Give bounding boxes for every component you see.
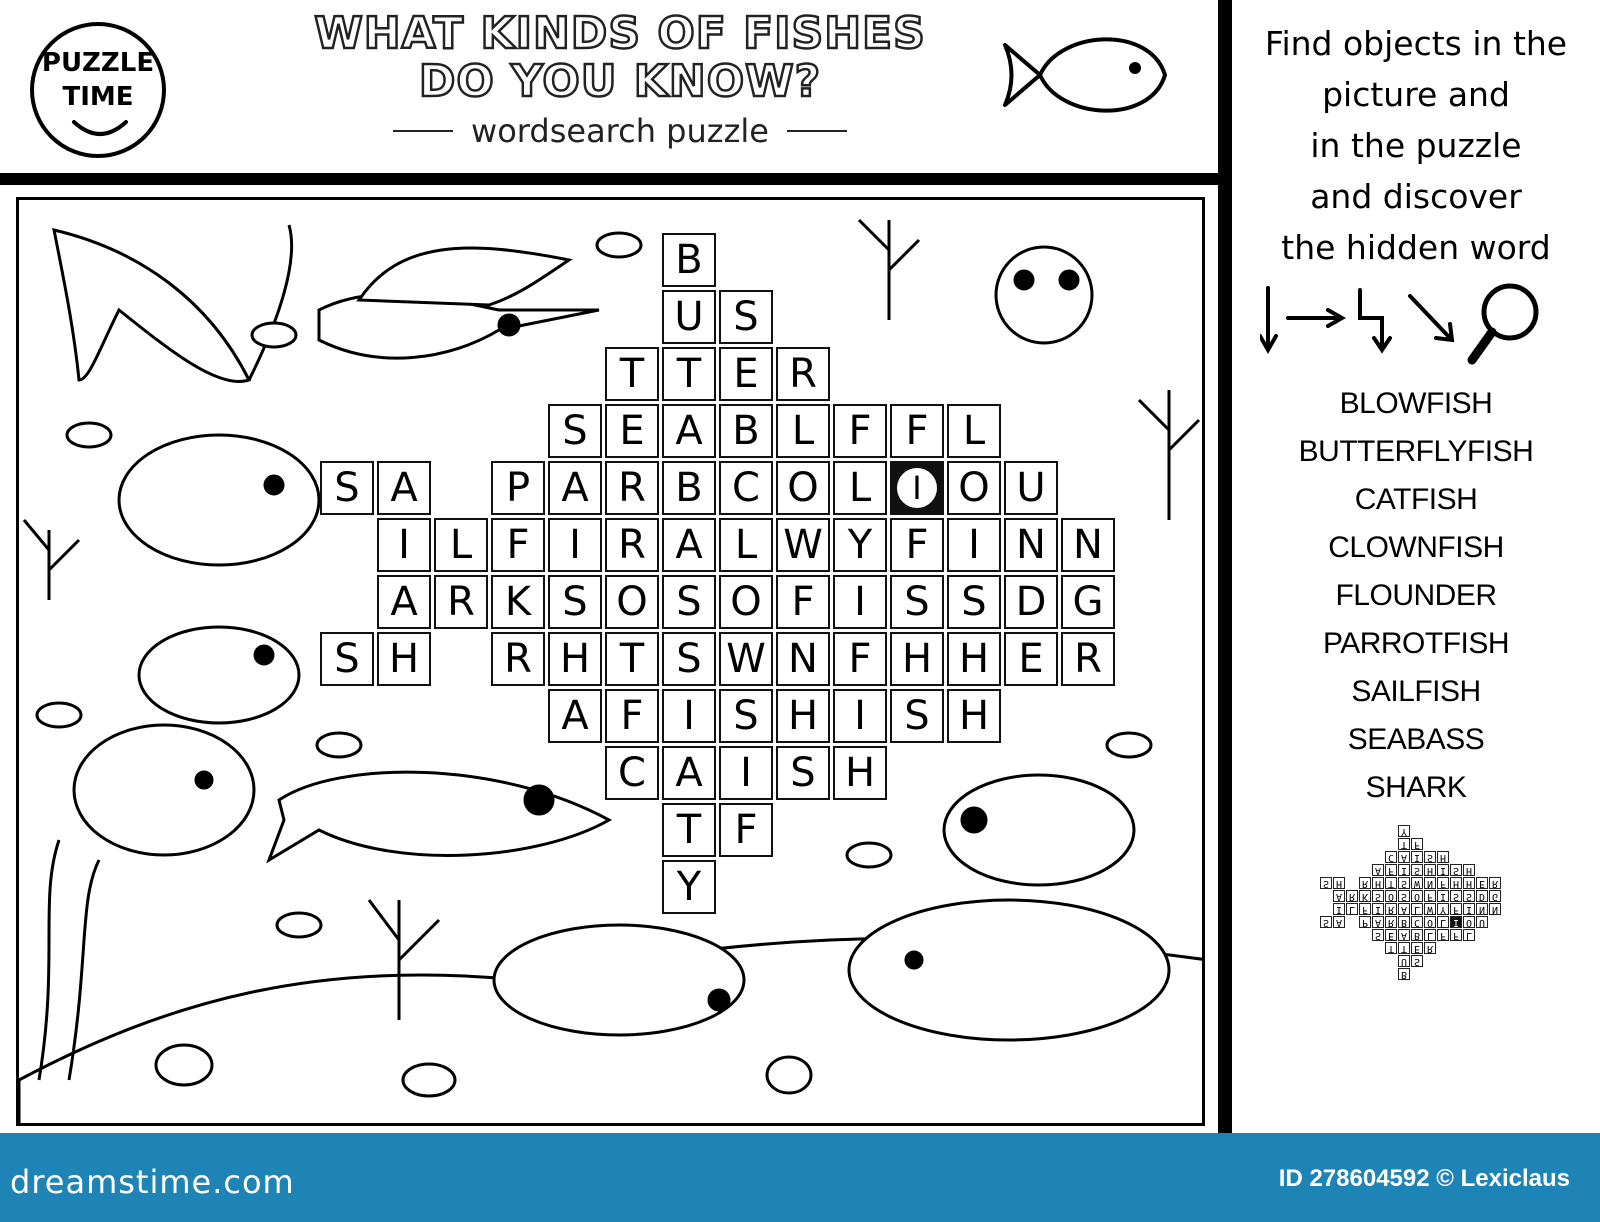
mini-grid-cell: W	[1411, 877, 1423, 889]
mini-grid-cell: W	[1424, 903, 1436, 915]
column-divider	[1218, 0, 1232, 1133]
mini-grid-cell: L	[1437, 916, 1449, 928]
mini-grid-cell: Y	[1437, 903, 1449, 915]
mini-grid-cell: O	[1411, 890, 1423, 902]
grid-cell[interactable]: R	[776, 347, 830, 401]
grid-cell[interactable]: F	[890, 518, 944, 572]
mini-grid-cell: S	[1411, 864, 1423, 876]
grid-cell[interactable]: L	[776, 404, 830, 458]
mini-grid-cell: R	[1359, 877, 1371, 889]
grid-cell[interactable]: R	[1061, 632, 1115, 686]
wordsearch-grid	[19, 200, 1205, 1126]
mini-grid-cell: F	[1411, 838, 1423, 850]
arrow-zigzag-icon	[1360, 290, 1390, 350]
mini-grid-cell: A	[1372, 864, 1384, 876]
grid-cell[interactable]: O	[719, 575, 773, 629]
mini-grid-cell: H	[1463, 864, 1475, 876]
grid-cell[interactable]: B	[662, 461, 716, 515]
grid-cell[interactable]: H	[377, 632, 431, 686]
grid-cell[interactable]: U	[662, 290, 716, 344]
grid-cell[interactable]: N	[1004, 518, 1058, 572]
mini-grid-cell: S	[1398, 877, 1410, 889]
title-line-1: WHAT KINDS OF FISHES	[314, 8, 926, 59]
mini-grid-cell: U	[1398, 955, 1410, 967]
word-item: PARROTFISH	[1322, 627, 1510, 660]
grid-cell[interactable]: S	[890, 689, 944, 743]
mini-grid-cell: E	[1476, 877, 1488, 889]
word-item: BUTTERFLYFISH	[1298, 435, 1534, 468]
grid-cell[interactable]: I	[833, 689, 887, 743]
grid-cell[interactable]: I	[548, 518, 602, 572]
mini-grid-cell: S	[1372, 929, 1384, 941]
grid-cell[interactable]: C	[605, 746, 659, 800]
mini-grid-cell: N	[1476, 903, 1488, 915]
grid-cell[interactable]: O	[947, 461, 1001, 515]
grid-cell[interactable]: H	[947, 632, 1001, 686]
grid-cell[interactable]: S	[719, 290, 773, 344]
footer-bar	[0, 1133, 1600, 1222]
mini-grid-cell: A	[1333, 916, 1345, 928]
grid-cell[interactable]: A	[377, 461, 431, 515]
grid-cell[interactable]: T	[662, 347, 716, 401]
mini-grid-cell: R	[1346, 890, 1358, 902]
mini-grid-cell: E	[1411, 942, 1423, 954]
mini-grid-cell: O	[1385, 890, 1397, 902]
grid-cell[interactable]: S	[662, 575, 716, 629]
mini-grid-cell: S	[1450, 890, 1462, 902]
grid-cell[interactable]: I	[947, 518, 1001, 572]
mini-grid-cell: A	[1398, 851, 1410, 863]
hidden-letter: I	[897, 468, 937, 508]
grid-cell[interactable]: Y	[662, 860, 716, 914]
mini-grid-cell: T	[1385, 877, 1397, 889]
badge-line-1: PUZZLE	[41, 48, 155, 78]
grid-cell[interactable]: U	[1004, 461, 1058, 515]
mini-grid-cell: D	[1476, 890, 1488, 902]
grid-cell[interactable]: L	[947, 404, 1001, 458]
arrow-right-icon	[1288, 310, 1342, 326]
mini-grid-cell: R	[1489, 877, 1501, 889]
header	[0, 0, 1222, 172]
mini-grid-cell: I	[1437, 890, 1449, 902]
mini-grid-cell: F	[1450, 929, 1462, 941]
mini-grid-cell: S	[1320, 877, 1332, 889]
mini-grid-cell: I	[1372, 903, 1384, 915]
mini-grid-cell: I	[1463, 903, 1475, 915]
mini-grid-cell: I	[1411, 851, 1423, 863]
mini-grid-cell: B	[1398, 916, 1410, 928]
mini-grid-cell: Y	[1398, 825, 1410, 837]
answer-key-mini-grid	[1232, 820, 1600, 1120]
mini-grid-cell: A	[1398, 929, 1410, 941]
word-item: CATFISH	[1354, 483, 1478, 516]
mini-grid-cell: H	[1450, 877, 1462, 889]
grid-cell[interactable]: S	[719, 689, 773, 743]
mini-grid-cell: G	[1489, 890, 1501, 902]
instruction-line: the hidden word	[1281, 228, 1551, 267]
hidden-word-cell[interactable]	[890, 461, 944, 515]
grid-cell[interactable]: D	[1004, 575, 1058, 629]
mini-grid-cell: S	[1463, 890, 1475, 902]
grid-cell[interactable]: R	[491, 632, 545, 686]
grid-cell[interactable]: S	[662, 632, 716, 686]
grid-cell[interactable]: I	[662, 689, 716, 743]
subtitle	[250, 112, 990, 150]
mini-grid-cell: T	[1385, 942, 1397, 954]
grid-cell[interactable]: A	[662, 746, 716, 800]
footer-id: ID 278604592 © Lexiclaus	[1278, 1165, 1570, 1192]
mini-grid-cell: F	[1424, 890, 1436, 902]
instructions	[1232, 18, 1600, 273]
instruction-line: Find objects in the	[1264, 24, 1568, 63]
mini-grid-cell: A	[1333, 890, 1345, 902]
mini-grid-cell: A	[1398, 903, 1410, 915]
header-divider	[0, 173, 1218, 185]
grid-cell[interactable]: E	[605, 404, 659, 458]
grid-cell[interactable]: O	[776, 461, 830, 515]
grid-cell[interactable]: H	[947, 689, 1001, 743]
badge-line-2: TIME	[62, 82, 134, 112]
mini-grid-cell: H	[1372, 877, 1384, 889]
grid-cell[interactable]: W	[719, 632, 773, 686]
footer-brand: dreamstime.com	[10, 1163, 295, 1201]
mini-grid-cell: H	[1463, 877, 1475, 889]
word-item: BLOWFISH	[1339, 387, 1493, 420]
grid-cell[interactable]: I	[719, 746, 773, 800]
mini-grid-cell: B	[1398, 968, 1410, 980]
grid-cell[interactable]: K	[491, 575, 545, 629]
subtitle-dash-left	[393, 130, 453, 132]
grid-cell[interactable]: E	[719, 347, 773, 401]
mini-grid-cell: F	[1385, 864, 1397, 876]
grid-cell[interactable]: H	[776, 689, 830, 743]
grid-cell[interactable]: H	[548, 632, 602, 686]
word-item: CLOWNFISH	[1328, 531, 1504, 564]
grid-cell[interactable]: T	[662, 803, 716, 857]
grid-cell[interactable]: I	[833, 575, 887, 629]
grid-cell[interactable]: S	[776, 746, 830, 800]
mini-grid-cell: F	[1437, 929, 1449, 941]
mini-grid-cell: I	[1398, 864, 1410, 876]
mini-grid-cell: T	[1398, 838, 1410, 850]
puzzle-time-badge	[30, 22, 166, 158]
mini-grid-cell: N	[1424, 877, 1436, 889]
mini-grid-cell: H	[1424, 864, 1436, 876]
grid-cell[interactable]: L	[833, 461, 887, 515]
grid-cell[interactable]: T	[605, 632, 659, 686]
grid-cell[interactable]: S	[548, 575, 602, 629]
grid-cell[interactable]: T	[605, 347, 659, 401]
grid-cell[interactable]: F	[605, 689, 659, 743]
word-item: SAILFISH	[1351, 675, 1481, 708]
mini-grid-cell: P	[1359, 916, 1371, 928]
grid-cell[interactable]: F	[890, 404, 944, 458]
mini-grid-cell: L	[1463, 929, 1475, 941]
mini-grid-cell: H	[1437, 851, 1449, 863]
mini-grid-cell: S	[1450, 864, 1462, 876]
grid-cell[interactable]: C	[719, 461, 773, 515]
mini-grid-cell: I	[1450, 916, 1462, 928]
mini-grid-cell: I	[1333, 903, 1345, 915]
grid-cell[interactable]: R	[434, 575, 488, 629]
mini-grid-cell: A	[1372, 916, 1384, 928]
mini-grid-cell: U	[1476, 916, 1488, 928]
grid-cell[interactable]: O	[605, 575, 659, 629]
mini-grid-cell: O	[1463, 916, 1475, 928]
grid-cell[interactable]: F	[719, 803, 773, 857]
grid-cell[interactable]: I	[377, 518, 431, 572]
direction-arrows	[1260, 278, 1580, 368]
grid-cell[interactable]: W	[776, 518, 830, 572]
grid-cell[interactable]: S	[320, 632, 374, 686]
grid-cell[interactable]: R	[605, 461, 659, 515]
mini-grid-cell: C	[1411, 916, 1423, 928]
mini-grid-cell: R	[1385, 903, 1397, 915]
grid-cell[interactable]: F	[491, 518, 545, 572]
title-line-2: DO YOU KNOW?	[418, 56, 822, 107]
grid-cell[interactable]: L	[434, 518, 488, 572]
mini-grid-cell: S	[1320, 916, 1332, 928]
word-item: FLOUNDER	[1335, 579, 1497, 612]
grid-cell[interactable]: N	[776, 632, 830, 686]
grid-cell[interactable]: F	[833, 632, 887, 686]
grid-cell[interactable]: S	[320, 461, 374, 515]
grid-cell[interactable]: A	[662, 518, 716, 572]
mini-grid-cell: E	[1385, 929, 1397, 941]
mini-grid-cell: T	[1398, 942, 1410, 954]
mini-grid-cell: B	[1411, 929, 1423, 941]
fish-icon	[1000, 20, 1180, 130]
grid-cell[interactable]: A	[662, 404, 716, 458]
grid-cell[interactable]: S	[890, 575, 944, 629]
mini-grid-cell: C	[1385, 851, 1397, 863]
instruction-line: and discover	[1310, 177, 1522, 216]
grid-cell[interactable]: S	[947, 575, 1001, 629]
mini-grid-cell: R	[1424, 942, 1436, 954]
mini-grid-cell: O	[1424, 916, 1436, 928]
grid-cell[interactable]: F	[776, 575, 830, 629]
mini-grid-cell: F	[1359, 903, 1371, 915]
instructions-panel	[1232, 0, 1600, 1133]
instruction-line: in the puzzle	[1310, 126, 1522, 165]
mini-grid-cell: H	[1333, 877, 1345, 889]
mini-grid-cell: S	[1398, 890, 1410, 902]
grid-cell[interactable]: G	[1061, 575, 1115, 629]
grid-cell[interactable]: E	[1004, 632, 1058, 686]
word-item: SEABASS	[1347, 723, 1485, 756]
mini-grid-cell: S	[1372, 890, 1384, 902]
mini-grid-cell: L	[1411, 903, 1423, 915]
grid-cell[interactable]: N	[1061, 518, 1115, 572]
mini-grid-cell: R	[1385, 916, 1397, 928]
mini-grid-cell: K	[1359, 890, 1371, 902]
mini-grid-cell: F	[1450, 903, 1462, 915]
grid-cell[interactable]: B	[719, 404, 773, 458]
instruction-line: picture and	[1322, 75, 1510, 114]
subtitle-dash-right	[787, 130, 847, 132]
mini-grid-cell: L	[1424, 929, 1436, 941]
subtitle-text: wordsearch puzzle	[471, 112, 769, 150]
smile-icon	[70, 118, 130, 142]
mini-grid-cell: F	[1437, 877, 1449, 889]
grid-cell[interactable]: S	[548, 404, 602, 458]
grid-cell[interactable]: A	[377, 575, 431, 629]
mini-grid-cell: S	[1424, 851, 1436, 863]
grid-cell[interactable]: A	[548, 689, 602, 743]
mini-grid-cell: N	[1489, 903, 1501, 915]
grid-cell[interactable]: B	[662, 233, 716, 287]
arrow-down-icon	[1260, 288, 1276, 350]
grid-cell[interactable]: Y	[833, 518, 887, 572]
grid-cell[interactable]: A	[548, 461, 602, 515]
grid-cell[interactable]: P	[491, 461, 545, 515]
grid-cell[interactable]: F	[833, 404, 887, 458]
grid-cell[interactable]: R	[605, 518, 659, 572]
grid-cell[interactable]: L	[719, 518, 773, 572]
grid-cell[interactable]: H	[833, 746, 887, 800]
mini-grid-cell: S	[1411, 955, 1423, 967]
mini-grid-cell: L	[1346, 903, 1358, 915]
word-item: SHARK	[1365, 771, 1467, 804]
grid-cell[interactable]: H	[890, 632, 944, 686]
page-title	[250, 10, 990, 150]
arrow-diagonal-icon	[1410, 296, 1452, 340]
mini-grid-cell: I	[1437, 864, 1449, 876]
word-list	[1232, 380, 1600, 812]
underwater-scene	[16, 197, 1205, 1126]
